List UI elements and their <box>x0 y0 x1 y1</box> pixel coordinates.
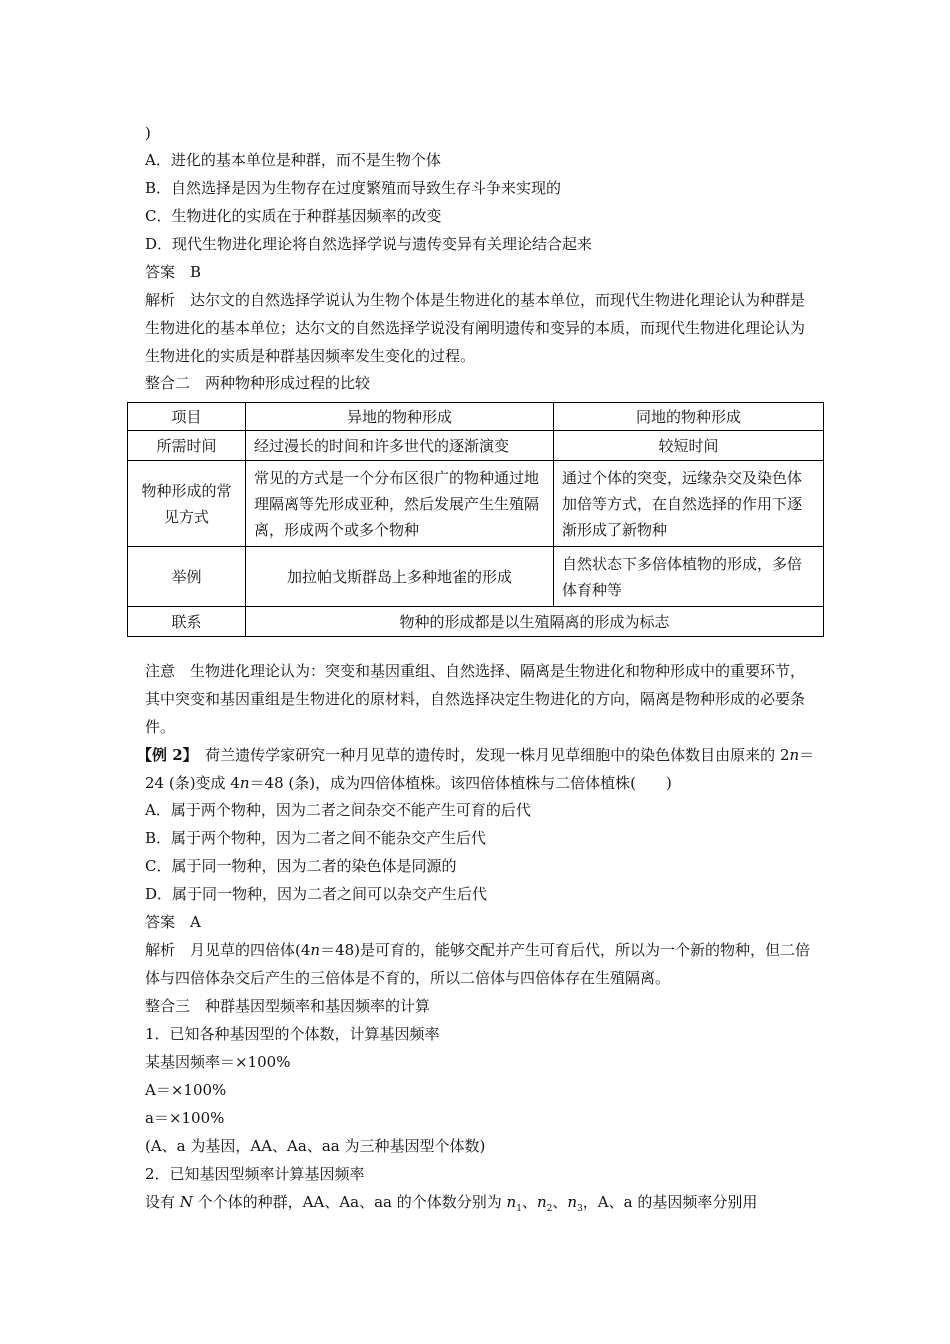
example-stem-text: 荷兰遗传学家研究一种月见草的遗传时，发现一株月见草细胞中的染色体数目由原来的 2 <box>190 746 790 764</box>
section-title: 整合二 两种物种形成过程的比较 <box>145 374 371 392</box>
text: 、 <box>521 1193 537 1211</box>
table-row <box>128 461 824 547</box>
option-a: A．进化的基本单位是种群，而不是生物个体 <box>145 151 441 169</box>
comparison-table <box>127 402 824 637</box>
option-d: D．现代生物进化理论将自然选择学说与遗传变异有关理论结合起来 <box>145 235 593 253</box>
variable-N: N <box>179 1193 193 1211</box>
option-d: D．属于同一物种，因为二者之间可以杂交产生后代 <box>145 885 488 903</box>
paragraph-line <box>145 1192 757 1219</box>
text: 、 <box>552 1193 568 1211</box>
table-cell: 物种形成的常见方式 <box>128 461 246 547</box>
variable-n: n <box>567 1193 578 1211</box>
example-stem-text: ＝24 (条)变成 4 <box>145 746 815 792</box>
formula: A＝×100% <box>145 1081 227 1099</box>
answer: 答案 B <box>145 263 202 281</box>
analysis-text: ＝48)是可育的，能够交配并产生可育后代，所以为一个新的物种，但二倍体与四倍体杂交后产生的三倍体是不育的，所以二倍体与四倍体存在生殖隔离。 <box>145 941 811 987</box>
table-cell: 联系 <box>128 607 246 637</box>
option-b: B．自然选择是因为生物存在过度繁殖而导致生存斗争来实现的 <box>145 179 562 197</box>
analysis-text: 解析 月见草的四倍体(4 <box>145 941 311 959</box>
table-cell: 举例 <box>128 547 246 607</box>
table-row <box>128 607 824 637</box>
table-header-cell: 项目 <box>128 403 246 431</box>
answer: 答案 A <box>145 913 201 931</box>
variable-n: n <box>310 941 321 959</box>
option-a: A．属于两个物种，因为二者之间杂交不能产生可育的后代 <box>145 801 531 819</box>
formula-note: (A、a 为基因，AA、Aa、aa 为三种基因型个体数) <box>145 1137 486 1155</box>
analysis <box>145 936 815 992</box>
option-c: C．属于同一物种，因为二者的染色体是同源的 <box>145 857 457 875</box>
example-tag: 【例 2】 <box>137 746 191 764</box>
example-stem <box>137 741 815 797</box>
table-row <box>128 547 824 607</box>
table-cell: 通过个体的突变，远缘杂交及染色体加倍等方式，在自然选择的作用下逐渐形成了新物种 <box>554 461 824 547</box>
subsection-title: 1．已知各种基因型的个体数，计算基因频率 <box>145 1025 440 1043</box>
formula: a＝×100% <box>145 1109 225 1127</box>
subscript: 2 <box>546 1204 553 1214</box>
table-cell: 经过漫长的时间和许多世代的逐渐演变 <box>246 431 554 461</box>
option-b: B．属于两个物种，因为二者之间不能杂交产生后代 <box>145 829 487 847</box>
section-title: 整合三 种群基因型频率和基因频率的计算 <box>145 997 431 1015</box>
text: 个个体的种群，AA、Aa、aa 的个体数分别为 <box>192 1193 507 1211</box>
table-cell: 所需时间 <box>128 431 246 461</box>
question-paren-close: ) <box>145 124 151 142</box>
table-header-row <box>128 403 824 431</box>
variable-n: n <box>536 1193 547 1211</box>
subscript: 3 <box>577 1204 583 1214</box>
text: ，A、a 的基因频率分别用 <box>582 1193 758 1211</box>
table-cell: 常见的方式是一个分布区很广的物种通过地理隔离等先形成亚种，然后发展产生生殖隔离，形成两个或多个物种 <box>246 461 554 547</box>
table-cell: 加拉帕戈斯群岛上多种地雀的形成 <box>246 547 554 607</box>
example-stem-text: ＝48 (条)，成为四倍体植株。该四倍体植株与二倍体植株( ) <box>249 774 672 792</box>
subscript: 1 <box>516 1204 522 1214</box>
note: 注意 生物进化理论认为：突变和基因重组、自然选择、隔离是生物进化和物种形成中的重要环节，其中突变和基因重组是生物进化的原材料，自然选择决定生物进化的方向，隔离是物种形成的必要条件。 <box>145 662 806 736</box>
formula: 某基因频率＝×100% <box>145 1053 291 1071</box>
variable-n: n <box>506 1193 517 1211</box>
table-header-cell: 同地的物种形成 <box>554 403 824 431</box>
table-row <box>128 431 824 461</box>
analysis: 解析 达尔文的自然选择学说认为生物个体是生物进化的基本单位，而现代生物进化理论认为种群是生物进化的基本单位；达尔文的自然选择学说没有阐明遗传和变异的本质，而现代生物进化理论认为生物进化的实质是种群基因频率发生变化的过程。 <box>145 291 806 365</box>
table-cell: 物种的形成都是以生殖隔离的形成为标志 <box>246 607 824 637</box>
table-cell: 较短时间 <box>554 431 824 461</box>
variable-n: n <box>789 746 800 764</box>
variable-n: n <box>239 774 250 792</box>
subsection-title: 2．已知基因型频率计算基因频率 <box>145 1165 365 1183</box>
text: 设有 <box>145 1193 180 1211</box>
table-header-cell: 异地的物种形成 <box>246 403 554 431</box>
option-c: C．生物进化的实质在于种群基因频率的改变 <box>145 207 442 225</box>
table-cell: 自然状态下多倍体植物的形成，多倍体育种等 <box>554 547 824 607</box>
